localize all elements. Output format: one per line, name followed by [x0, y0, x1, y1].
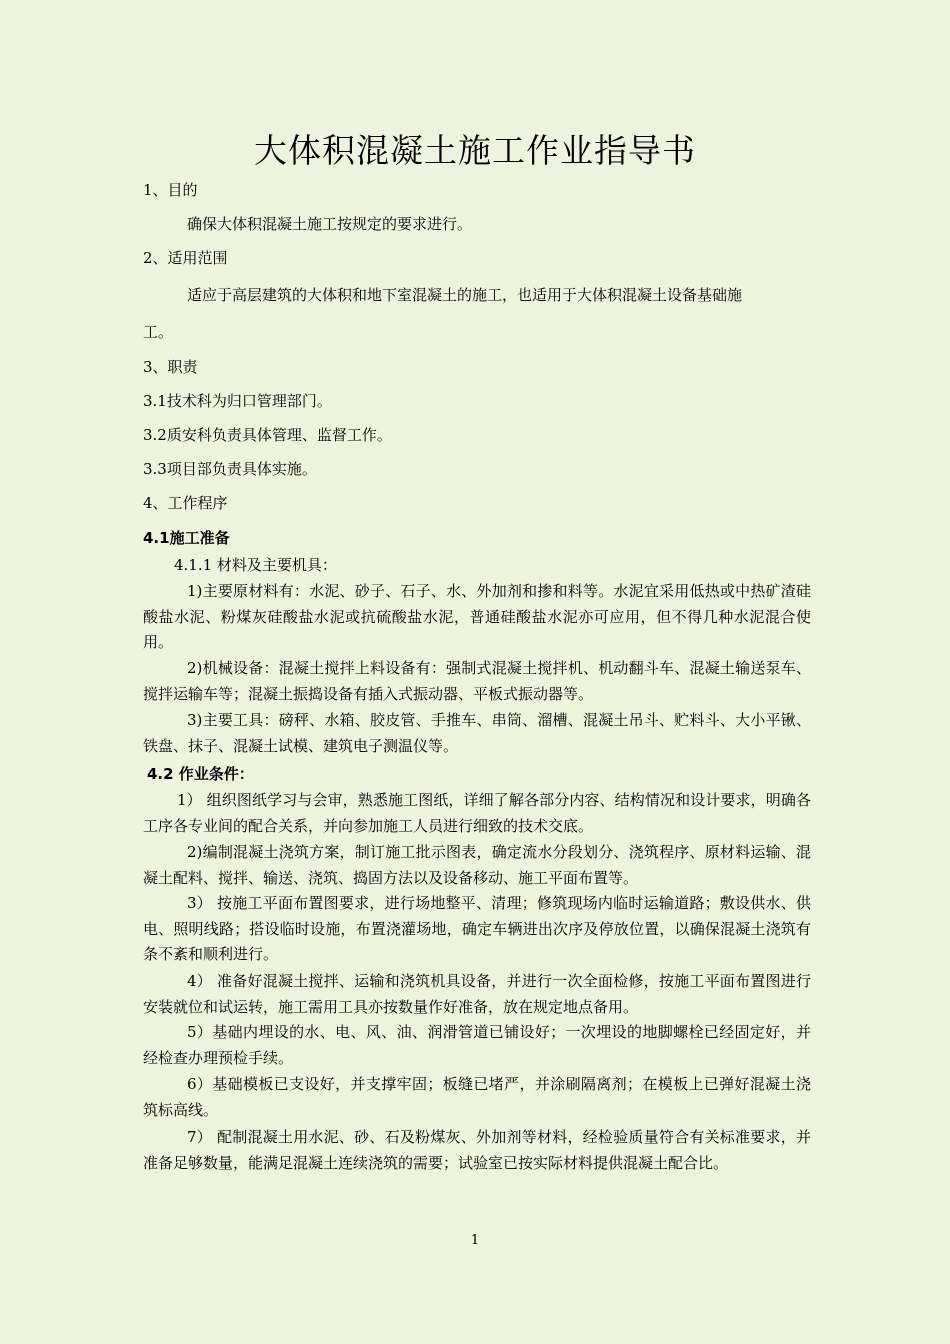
section-4-2-paragraph-2: 2)编制混凝土浇筑方案，制订施工批示图表，确定流水分段划分、浇筑程序、原材料运输、混凝土配料、搅拌、输送、浇筑、捣固方法以及设备移动、施工平面布置等。 [143, 843, 811, 887]
section-4-heading: 4、工作程序 [143, 494, 228, 512]
section-2-text-line1: 适应于高层建筑的大体积和地下室混凝土的施工，也适用于大体积混凝土设备基础施 [187, 286, 743, 304]
section-4-1-1-heading: 4.1.1 材料及主要机具： [174, 556, 337, 574]
section-3-1: 3.1技术科为归口管理部门。 [143, 392, 332, 410]
section-4-2-paragraph-6: 6）基础模板已支设好，并支撑牢固；板缝已堵严，并涂刷隔离剂；在模板上已弹好混凝土浇筑标高线。 [143, 1075, 811, 1119]
section-4-2-paragraph-7: 7） 配制混凝土用水泥、砂、石及粉煤灰、外加剂等材料，经检验质量符合有关标准要求，并准备足够数量，能满足混凝土连续浇筑的需要；试验室已按实际材料提供混凝土配合比。 [143, 1128, 811, 1172]
section-3-3: 3.3项目部负责具体实施。 [143, 460, 317, 478]
page-number: 1 [470, 1233, 480, 1248]
section-4-2-paragraph-5: 5）基础内埋设的水、电、风、油、润滑管道已铺设好；一次埋设的地脚螺栓已经固定好，并经检查办理预检手续。 [143, 1023, 811, 1067]
section-4-2-paragraph-1: 1） 组织图纸学习与会审，熟悉施工图纸，详细了解各部分内容、结构情况和设计要求，明确各工序各专业间的配合关系，并向参加施工人员进行细致的技术交底。 [143, 791, 811, 835]
section-1-text: 确保大体积混凝土施工按规定的要求进行。 [187, 215, 473, 233]
section-4-2-paragraph-4: 4） 准备好混凝土搅拌、运输和浇筑机具设备，并进行一次全面检修，按施工平面布置图进行安装就位和试运转，施工需用工具亦按数量作好准备，放在规定地点备用。 [143, 972, 811, 1016]
section-3-heading: 3、职责 [143, 358, 198, 376]
section-4-2-paragraph-3: 3） 按施工平面布置图要求，进行场地整平、清理；修筑现场内临时运输道路；敷设供水、供电、照明线路；搭设临时设施，布置浇灌场地，确定车辆进出次序及停放位置，以确保混凝土浇筑有条不紊和顺利进行。 [143, 894, 811, 963]
section-2-text-line2: 工。 [143, 323, 174, 341]
section-4-1-1-paragraph-3: 3)主要工具：磅秤、水箱、胶皮管、手推车、串筒、溜槽、混凝土吊斗、贮料斗、大小平锹、铁盘、抹子、混凝土试模、建筑电子测温仪等。 [143, 711, 811, 755]
section-4-2-heading: 4.2 作业条件： [147, 765, 254, 783]
document-title: 大体积混凝土施工作业指导书 [254, 131, 696, 170]
section-1-heading: 1、目的 [143, 181, 198, 199]
section-4-1-1-paragraph-1: 1)主要原材料有：水泥、砂子、石子、水、外加剂和掺和料等。水泥宜采用低热或中热矿渣硅酸盐水泥、粉煤灰硅酸盐水泥或抗硫酸盐水泥，普通硅酸盐水泥亦可应用，但不得几种水泥混合使用。 [143, 582, 811, 651]
section-4-1-1-paragraph-2: 2)机械设备：混凝土搅拌上料设备有：强制式混凝土搅拌机、机动翻斗车、混凝土输送泵车、搅拌运输车等；混凝土振捣设备有插入式振动器、平板式振动器等。 [143, 659, 811, 703]
section-3-2: 3.2质安科负责具体管理、监督工作。 [143, 426, 392, 444]
section-2-heading: 2、适用范围 [143, 249, 228, 267]
section-4-1-heading: 4.1施工准备 [143, 529, 230, 547]
